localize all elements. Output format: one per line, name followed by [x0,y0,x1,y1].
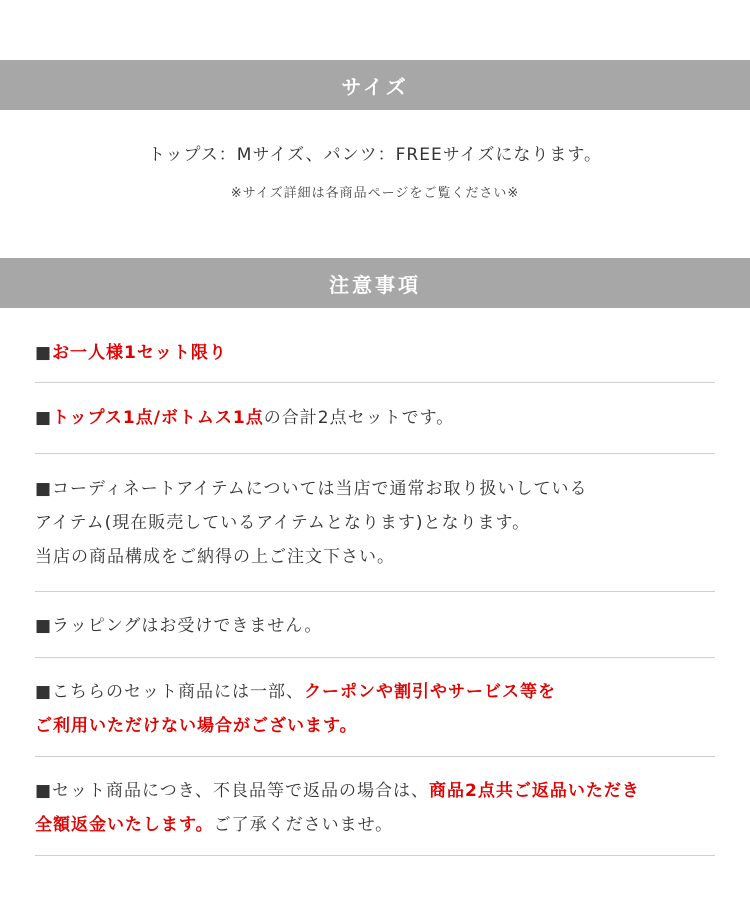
returns-plain-2: ご了承くださいませ。 [213,815,394,835]
notes-heading-text: 注意事項 [329,272,421,297]
coupon-red-1: クーポンや割引やサービス等を [304,682,557,702]
note-line [35,336,715,370]
returns-red-1: 商品2点共ご返品いただき [429,781,640,801]
notes-section-heading [0,258,750,308]
coupon-red-2: ご利用いただけない場合がございます。 [35,716,358,736]
note-item-set-contents [35,383,715,454]
size-heading-text: サイズ [341,74,409,99]
limit-text: お一人様1セット限り [52,343,227,363]
bullet: ■ [35,408,53,428]
coordinate-line-3: 当店の商品構成をご納得の上ご注文下さい。 [35,547,395,567]
size-section-heading [0,60,750,110]
coupon-plain: ■こちらのセット商品には一部、 [35,682,305,702]
note-item-returns [35,757,715,856]
coupon-line-1 [35,675,715,709]
note-item-coordinate [35,454,715,592]
bullet: ■ [35,343,53,363]
wrapping-text: ■ラッピングはお受けできません。 [35,616,323,636]
size-description: トップス：Mサイズ、パンツ：FREEサイズになります。 [148,145,602,165]
returns-line-2 [35,808,715,842]
coordinate-line-1: ■コーディネートアイテムについては当店で通常お取り扱いしている [35,479,588,499]
note-item-wrapping [35,592,715,658]
set-contents-text: の合計2点セットです。 [263,408,455,428]
returns-plain-1: ■セット商品につき、不良品等で返品の場合は、 [35,781,430,801]
returns-red-2: 全額返金いたします。 [35,815,214,835]
coordinate-line-2: アイテム(現在販売しているアイテムとなります)となります。 [35,513,531,533]
set-contents-red: トップス1点/ボトムス1点 [52,408,264,428]
returns-line-1 [35,774,715,808]
notes-list [35,308,715,856]
note-item-limit [35,308,715,383]
note-item-coupon [35,658,715,757]
size-detail-note: ※サイズ詳細は各商品ページをご覧ください※ [230,186,520,201]
note-line [35,401,715,435]
